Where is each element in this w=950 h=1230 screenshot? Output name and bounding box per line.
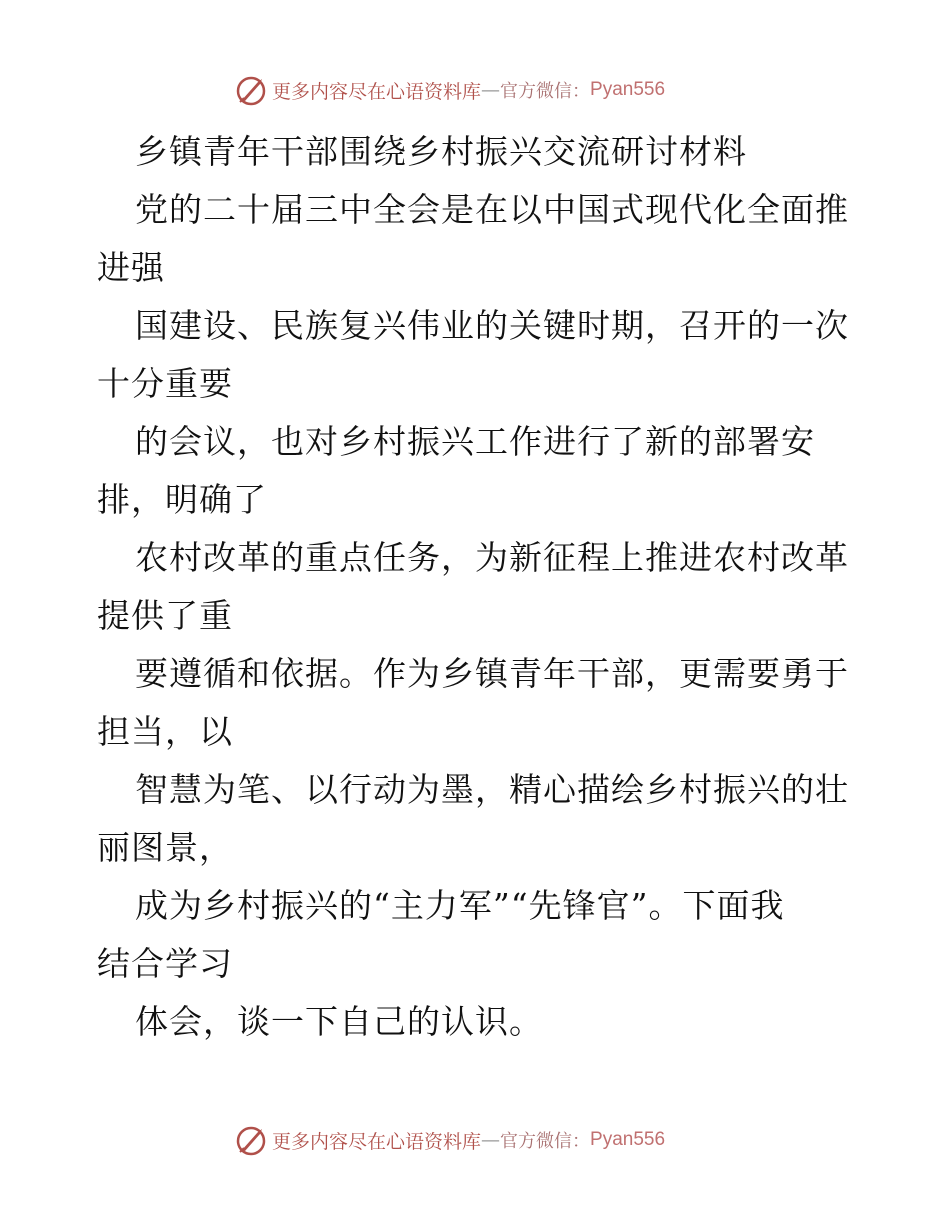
watermark-separator: — — [481, 79, 501, 101]
paragraph-line: 结合学习 — [97, 944, 233, 983]
paragraph-line: 要遵循和依据。作为乡镇青年干部，更需要勇于 — [135, 654, 849, 693]
paragraph-line: 党的二十届三中全会是在以中国式现代化全面推 — [135, 190, 849, 229]
paragraph-line: 提供了重 — [97, 596, 233, 635]
quill-pen-logo-icon — [234, 73, 268, 107]
watermark-official-label: 官方微信： — [500, 81, 591, 102]
quill-pen-logo-icon — [234, 1123, 268, 1157]
paragraph-line: 农村改革的重点任务，为新征程上推进农村改革 — [135, 538, 849, 577]
watermark-wechat-id: Pyan556 — [590, 79, 666, 100]
document-title: 乡镇青年干部围绕乡村振兴交流研讨材料 — [135, 132, 747, 171]
watermark-separator: — — [481, 1129, 501, 1151]
watermark-official-label: 官方微信： — [500, 1131, 591, 1152]
footer-watermark — [234, 1122, 665, 1158]
paragraph-line: 智慧为笔、以行动为墨，精心描绘乡村振兴的壮 — [135, 770, 849, 809]
paragraph-line: 成为乡村振兴的“主力军”“先锋官”。下面我 — [135, 886, 785, 925]
watermark-text: 更多内容尽在心语资料库 — [272, 80, 482, 103]
watermark-text: 更多内容尽在心语资料库 — [272, 1130, 482, 1153]
paragraph-line: 担当，以 — [97, 712, 233, 751]
paragraph-line: 排，明确了 — [97, 480, 267, 519]
watermark-wechat-id: Pyan556 — [590, 1129, 666, 1150]
document-body — [97, 123, 857, 1051]
paragraph-line: 丽图景， — [97, 828, 233, 867]
paragraph-line: 进强 — [97, 248, 165, 287]
paragraph-line: 国建设、民族复兴伟业的关键时期，召开的一次 — [135, 306, 849, 345]
paragraph-line: 的会议，也对乡村振兴工作进行了新的部署安 — [135, 422, 815, 461]
paragraph-line: 十分重要 — [97, 364, 233, 403]
header-watermark — [234, 72, 665, 108]
paragraph-line: 体会，谈一下自己的认识。 — [135, 1002, 543, 1041]
